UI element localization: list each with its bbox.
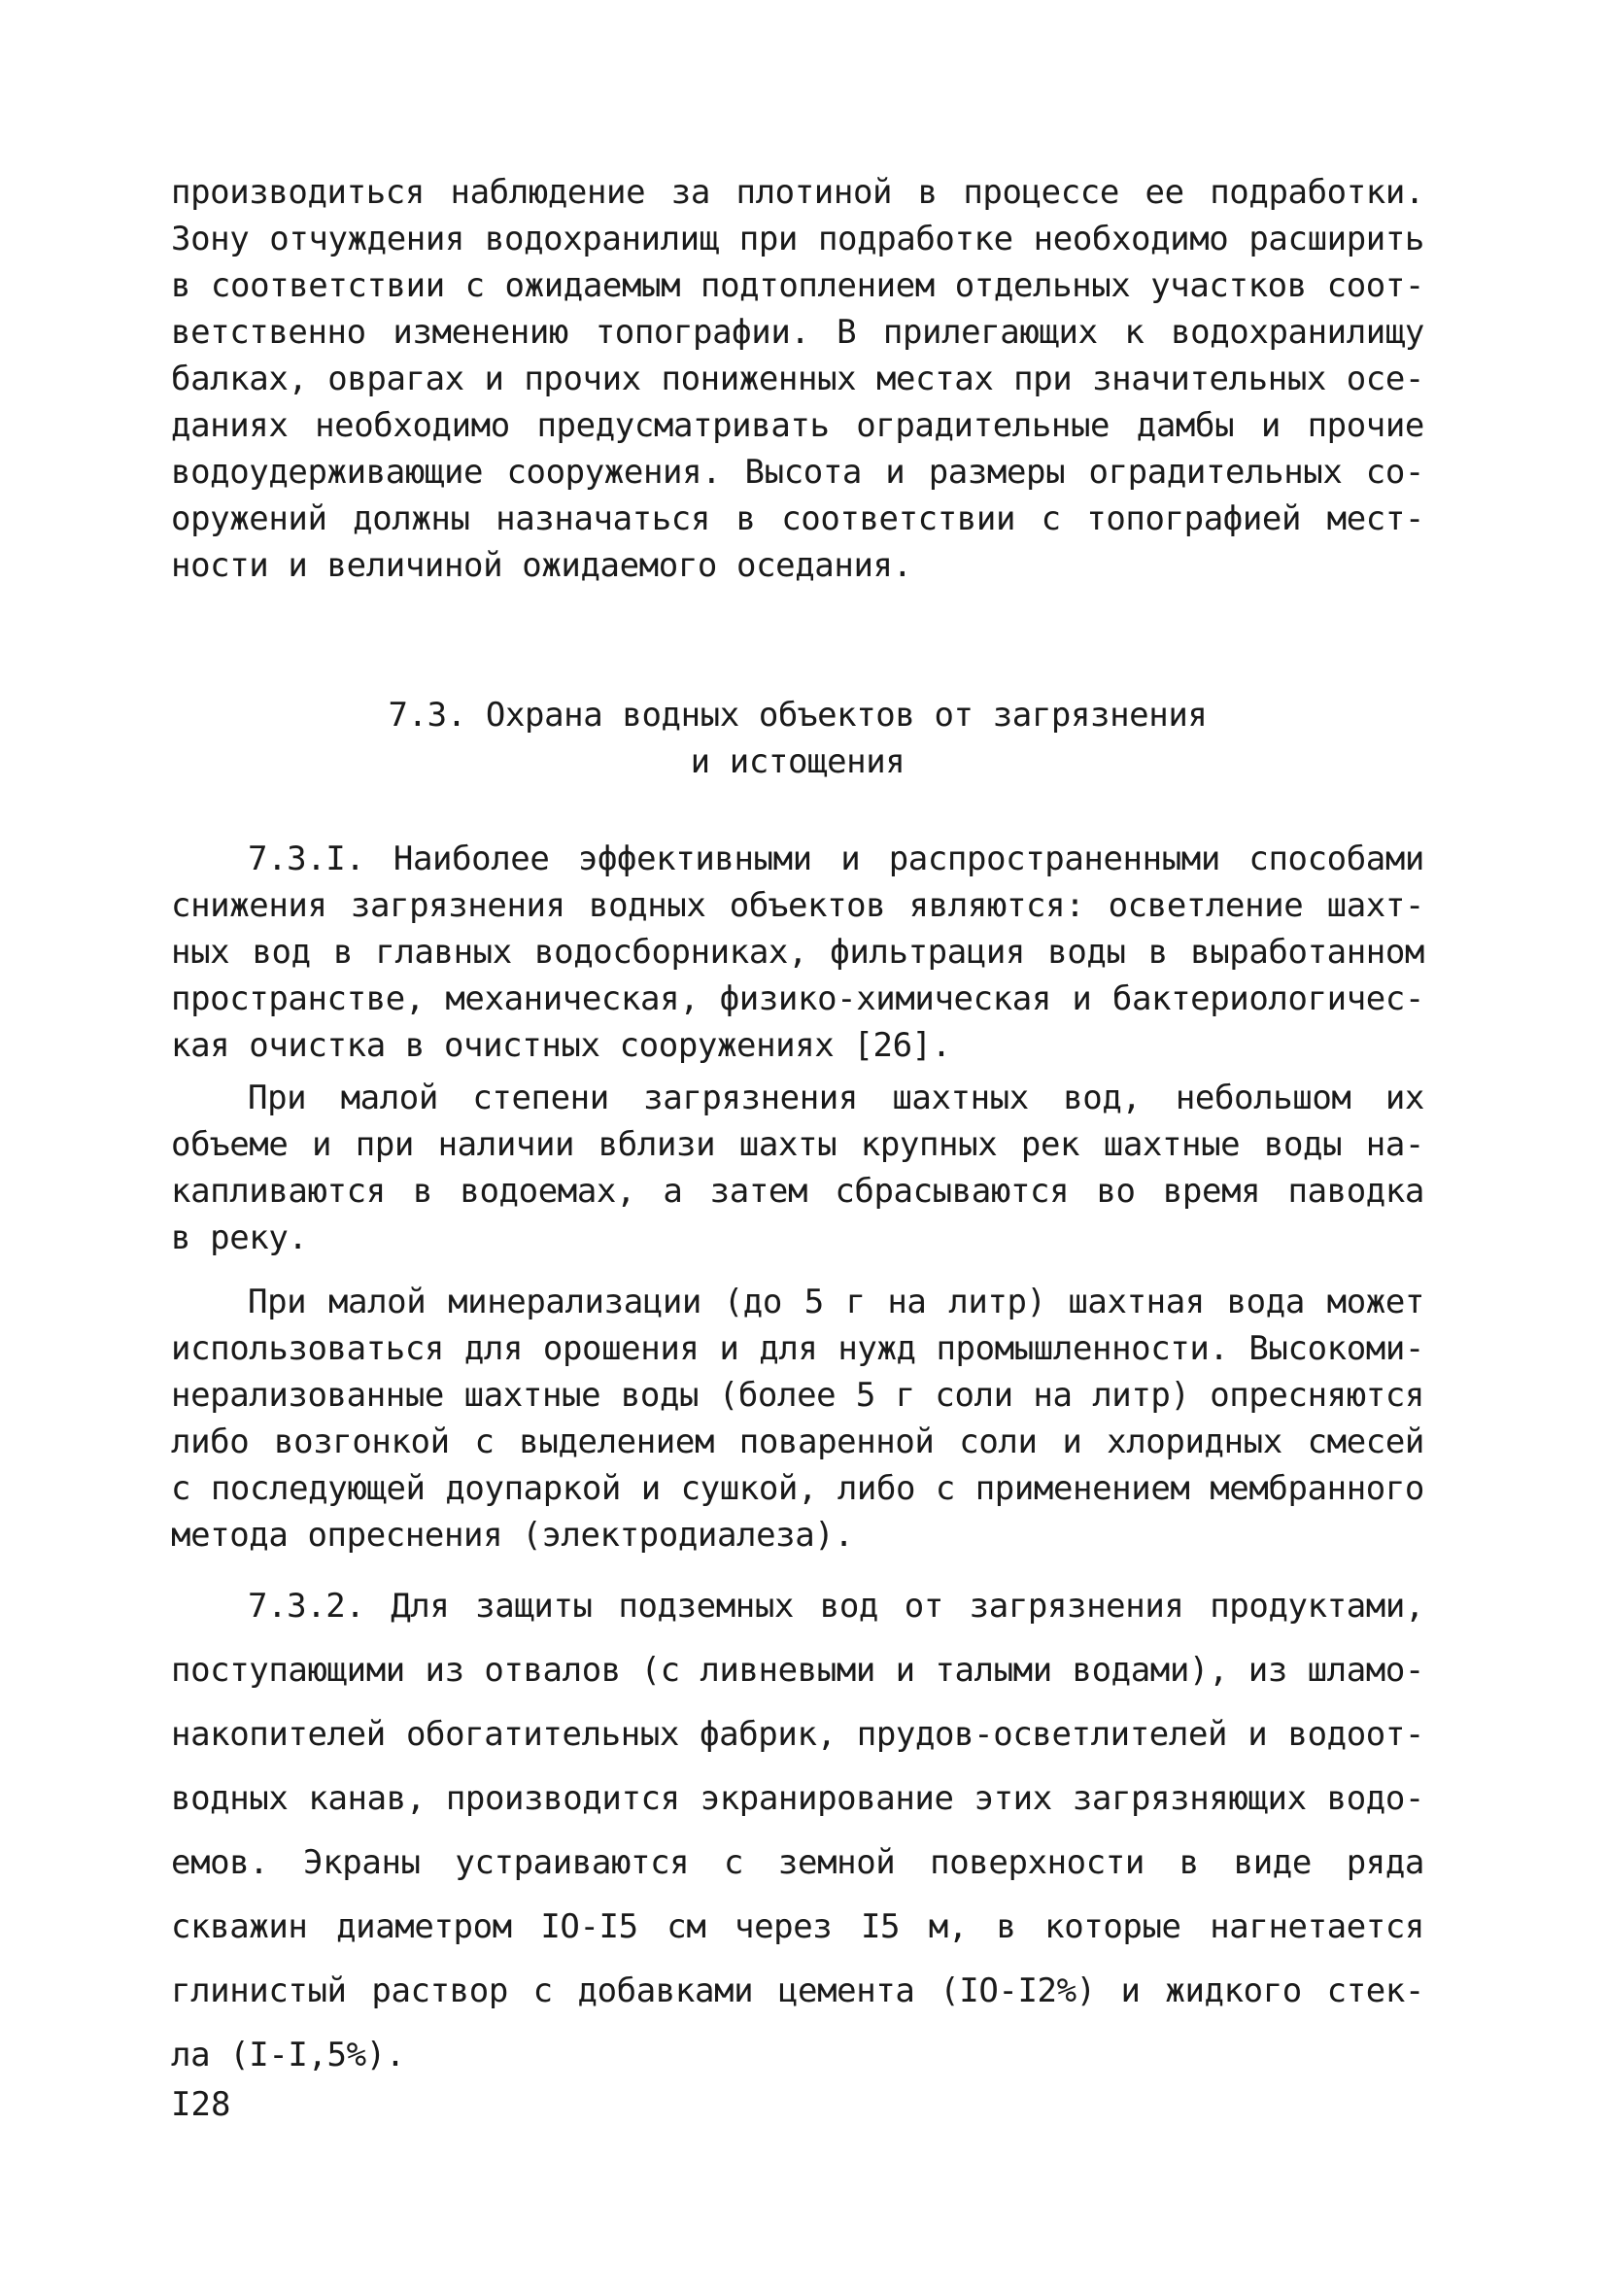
text-line: скважин диаметром IO-I5 см через I5 м, в которые нагнетается (171, 1907, 1424, 1946)
text-line: кая очистка в очистных сооружениях [26]. (171, 1026, 951, 1065)
text-line: даниях необходимо предусматривать оградительные дамбы и прочие (171, 406, 1424, 445)
paragraph-7-3-2 (171, 1574, 1424, 2087)
text-line: снижения загрязнения водных объектов являются: осветление шахт- (171, 886, 1424, 925)
text-line: емов. Экраны устраиваются с земной поверхности в виде ряда (171, 1843, 1424, 1882)
text-line: 7.3.I. Наиболее эффективными и распространенными способами (248, 840, 1424, 878)
text-line: объеме и при наличии вблизи шахты крупных рек шахтные воды на- (171, 1125, 1424, 1164)
text-line: производиться наблюдение за плотиной в процессе ее подработки. (171, 173, 1424, 212)
text-line: в реку. (171, 1218, 308, 1257)
text-line: с последующей доупаркой и сушкой, либо с применением мембранного (171, 1469, 1424, 1508)
text-line: накопителей обогатительных фабрик, прудов-осветлителей и водоот- (171, 1715, 1424, 1754)
text-line: в соответствии с ожидаемым подтоплением отдельных участков соот- (171, 266, 1424, 305)
text-line: ла (I-I,5%). (171, 2036, 405, 2074)
paragraph-mineralization (171, 1279, 1424, 1559)
text-line: использоваться для орошения и для нужд промышленности. Высокоми- (171, 1329, 1424, 1368)
text-line: 7.3.2. Для защиты подземных вод от загрязнения продуктами, (248, 1587, 1424, 1626)
text-line: оружений должны назначаться в соответствии с топографией мест- (171, 499, 1424, 538)
paragraph-7-3-1 (171, 836, 1424, 1069)
heading-line: 7.3. Охрана водных объектов от загрязнения (388, 696, 1208, 735)
text-line: водоудерживающие сооружения. Высота и размеры оградительных со- (171, 453, 1424, 492)
paragraph-dam-monitoring (171, 169, 1424, 589)
text-line: поступающими из отвалов (с ливневыми и талыми водами), из шламо- (171, 1651, 1424, 1690)
text-line: пространстве, механическая, физико-химическая и бактериологичес- (171, 979, 1424, 1018)
text-line: водных канав, производится экранирование этих загрязняющих водо- (171, 1779, 1424, 1818)
text-line: ных вод в главных водосборниках, фильтрация воды в выработанном (171, 933, 1424, 972)
text-line: глинистый раствор с добавками цемента (IO-I2%) и жидкого стек- (171, 1971, 1424, 2010)
page-number: I28 (171, 2085, 231, 2124)
text-line: ности и величиной ожидаемого оседания. (171, 546, 912, 585)
heading-line: и истощения (690, 742, 906, 781)
text-line: балках, оврагах и прочих пониженных местах при значительных осе- (171, 360, 1424, 398)
text-line: ветственно изменению топографии. В прилегающих к водохранилищу (171, 313, 1424, 352)
text-line: нерализованные шахтные воды (более 5 г соли на литр) опресняются (171, 1376, 1424, 1415)
text-line: либо возгонкой с выделением поваренной соли и хлоридных смесей (171, 1422, 1424, 1461)
paragraph-low-pollution (171, 1075, 1424, 1261)
text-line: Зону отчуждения водохранилищ при подработке необходимо расширить (171, 220, 1424, 258)
text-line: метода опреснения (электродиалеза). (171, 1516, 854, 1555)
text-line: При малой степени загрязнения шахтных вод, небольшом их (248, 1079, 1424, 1117)
text-line: капливаются в водоемах, а затем сбрасываются во время паводка (171, 1172, 1424, 1211)
section-heading (171, 692, 1424, 785)
text-line: При малой минерализации (до 5 г на литр) шахтная вода может (248, 1283, 1424, 1321)
